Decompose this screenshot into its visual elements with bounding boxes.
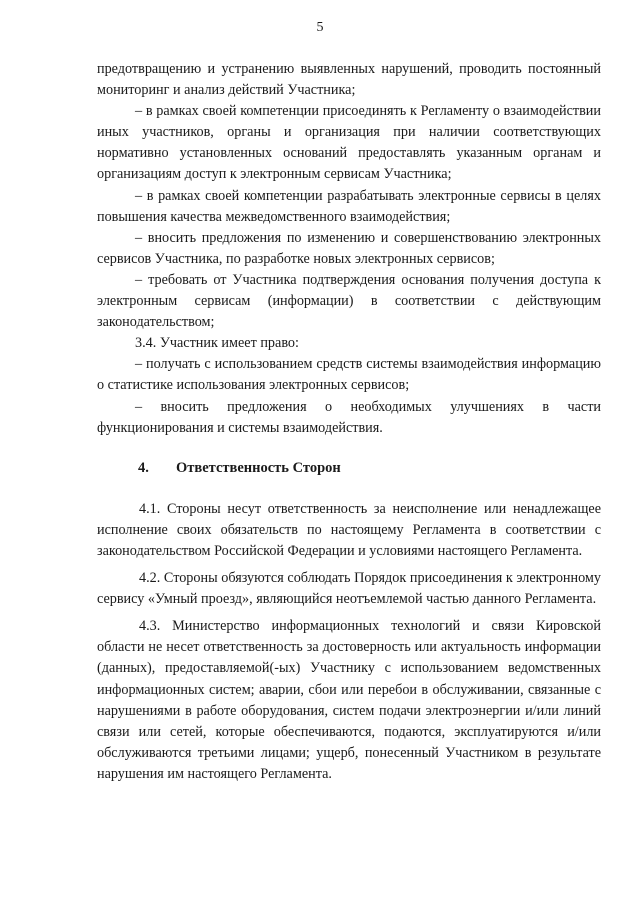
clause: 4.3. Министерство информационных технологий и связи Кировской области не несет ответственность за достоверность или актуальность информации (данных), предоставляемой(-ых) Участнику с использованием ведомственных информационных систем; аварии, сбои или перебои в обслуживании, связанные с нарушениями в работе оборудования, систем подачи электроэнергии и/или линий связи или сетей, которые обеспечиваются, подаются, эксплуатируются и/или обслуживаются третьими лицами; ущерб, понесенный Участником в результате нарушения им настоящего Регламента. — [97, 618, 601, 782]
page-number: 5 — [316, 20, 324, 35]
section-heading — [97, 458, 601, 479]
paragraph: предотвращению и устранению выявленных нарушений, проводить постоянный мониторинг и анализ действий Участника; — [97, 61, 601, 99]
list-item: – получать с использованием средств системы взаимодействия информацию о статистике использования электронных сервисов; — [97, 356, 601, 394]
section-number: 4. — [138, 459, 149, 476]
list-item: – требовать от Участника подтверждения основания получения доступа к электронным сервисам (информации) в соответствии с действующим законодательством; — [97, 271, 601, 331]
section-title: Ответственность Сторон — [176, 459, 341, 476]
list-item: – в рамках своей компетенции разрабатывать электронные сервисы в целях повышения качества межведомственного взаимодействия; — [97, 187, 601, 225]
clause-heading: 3.4. Участник имеет право: — [135, 335, 299, 352]
document-body — [97, 59, 601, 785]
clause: 4.1. Стороны несут ответственность за неисполнение или ненадлежащее исполнение своих обязательств по настоящему Регламента в соответствии с законодательством Российской Федерации и условиями настоящего Регламента. — [97, 500, 601, 559]
clause: 4.2. Стороны обязуются соблюдать Порядок присоединения к электронному сервису «Умный проезд», являющийся неотъемлемой частью данного Регламента. — [97, 570, 601, 608]
list-item: – в рамках своей компетенции присоединять к Регламенту о взаимодействии иных участников, органы и организация при наличии соответствующих нормативно установленных оснований предоставлять указанным органам и организациям доступ к электронным сервисам Участника; — [97, 103, 601, 183]
list-item: – вносить предложения о необходимых улучшениях в части функционирования и системы взаимодействия. — [97, 398, 601, 436]
list-item: – вносить предложения по изменению и совершенствованию электронных сервисов Участника, по разработке новых электронных сервисов; — [97, 229, 601, 267]
